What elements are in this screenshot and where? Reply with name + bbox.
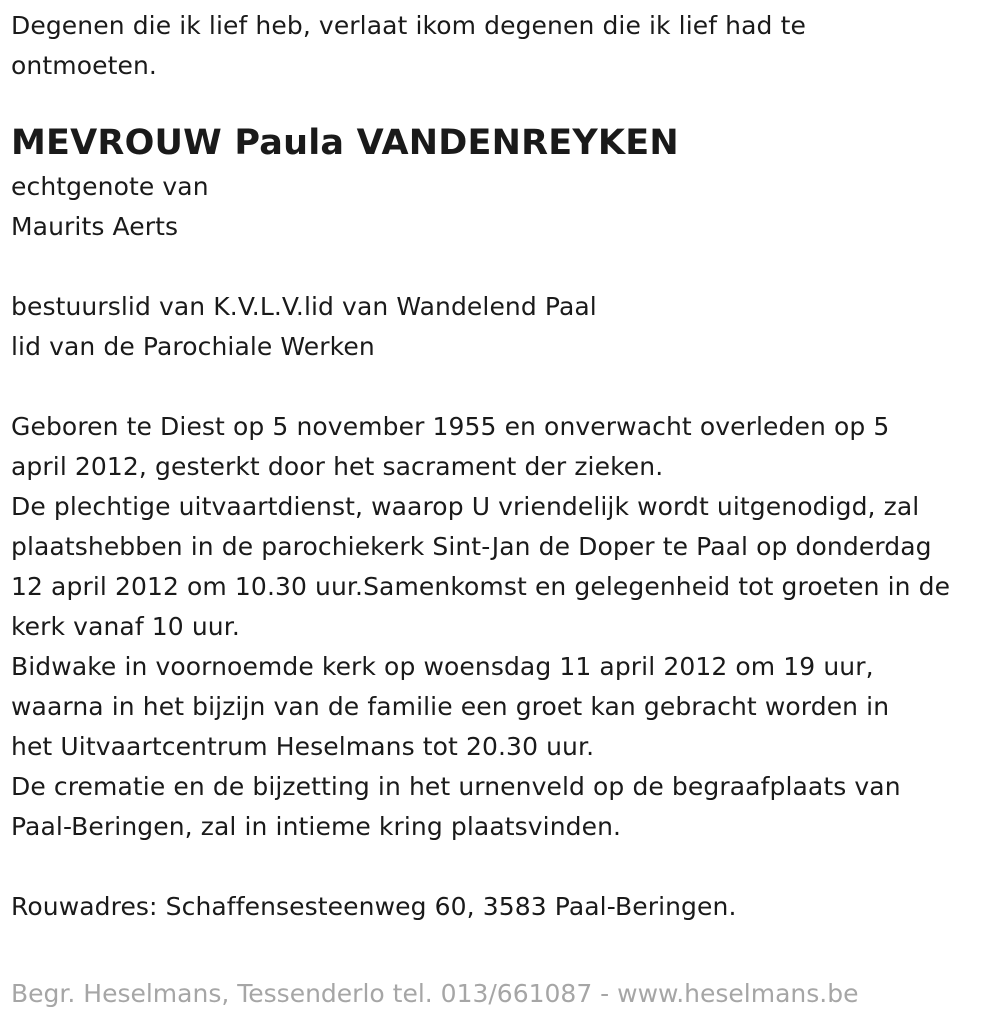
details-line: het Uitvaartcentrum Heselmans tot 20.30 uur. <box>11 732 595 761</box>
deceased-name-heading: MEVROUW Paula VANDENREYKEN <box>11 123 679 163</box>
details-line: april 2012, gesterkt door het sacrament der zieken. <box>11 452 664 481</box>
details-line: De crematie en de bijzetting in het urnenveld op de begraafplaats van <box>11 772 901 801</box>
details-line: De plechtige uitvaartdienst, waarop U vriendelijk wordt uitgenodigd, zal <box>11 492 920 521</box>
intro-line-1: Degenen die ik lief heb, verlaat ikom degenen die ik lief had te <box>11 11 806 40</box>
intro-line-2: ontmoeten. <box>11 51 157 80</box>
membership-line-1: bestuurslid van K.V.L.V.lid van Wandelend Paal <box>11 292 597 321</box>
mourning-address: Rouwadres: Schaffensesteenweg 60, 3583 Paal-Beringen. <box>11 892 737 921</box>
relation-line-1: echtgenote van <box>11 172 209 201</box>
spacer <box>11 247 996 287</box>
details-line: Paal-Beringen, zal in intieme kring plaatsvinden. <box>11 812 622 841</box>
spacer <box>11 367 996 407</box>
relation-line-2: Maurits Aerts <box>11 212 179 241</box>
details-line: Geboren te Diest op 5 november 1955 en onverwacht overleden op 5 <box>11 412 890 441</box>
funeral-home-footer: Begr. Heselmans, Tessenderlo tel. 013/661087 - www.heselmans.be <box>11 979 859 1008</box>
spacer <box>11 847 996 887</box>
details-line: Bidwake in voornoemde kerk op woensdag 11 april 2012 om 19 uur, <box>11 652 874 681</box>
details-line: kerk vanaf 10 uur. <box>11 612 240 641</box>
membership-line-2: lid van de Parochiale Werken <box>11 332 375 361</box>
details-line: 12 april 2012 om 10.30 uur.Samenkomst en gelegenheid tot groeten in de <box>11 572 951 601</box>
details-line: plaatshebben in de parochiekerk Sint-Jan de Doper te Paal op donderdag <box>11 532 932 561</box>
obituary-document <box>11 6 996 927</box>
details-line: waarna in het bijzijn van de familie een groet kan gebracht worden in <box>11 692 890 721</box>
